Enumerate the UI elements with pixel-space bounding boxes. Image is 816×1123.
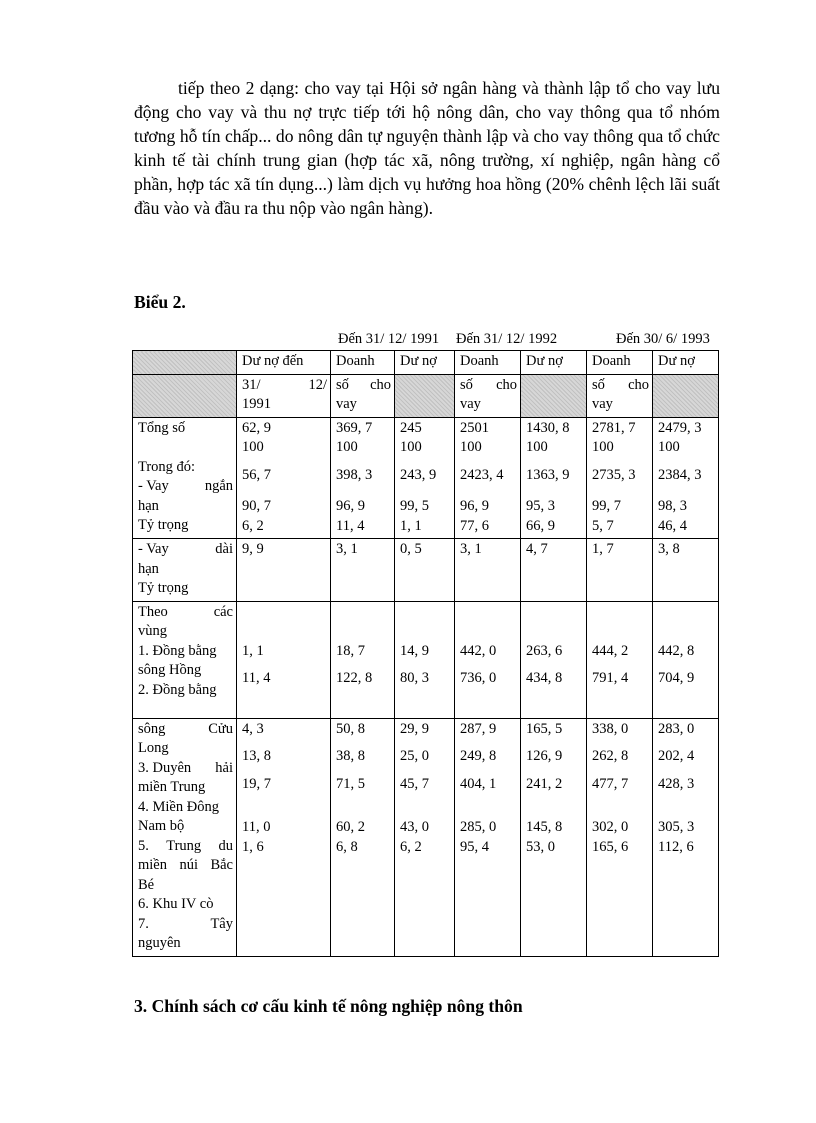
cell-tong-so: 369, 7 100 398, 3 96, 9 11, 4 [331,417,395,539]
cell-vung-2: 29, 9 25, 0 45, 7 43, 0 6, 2 [395,718,455,956]
cell-vung-2: 4, 3 13, 8 19, 7 11, 0 1, 6 [237,718,331,956]
cell-tong-so: 1430, 8 100 1363, 9 95, 3 66, 9 [521,417,587,539]
cell-dai-han: 3, 8 [653,539,719,602]
cell-tong-so: 62, 9 100 56, 7 90, 7 6, 2 [237,417,331,539]
table-row-vung-2 [133,718,719,956]
subheader-shaded-b [521,374,587,417]
cell-vung-2: 50, 8 38, 8 71, 5 60, 2 6, 8 [331,718,395,956]
label-vung-2: sông Cửu Long 3. Duyên hải miền Trung 4. Miền Đông Nam bộ 5. Trung du miền núi Bắc Bé 6. Khu IV cò 7. Tây nguyên [133,718,237,956]
label-dai-han: - Vay dài hạn Tỷ trọng [133,539,237,602]
cell-dai-han: 9, 9 [237,539,331,602]
cell-dai-han: 1, 7 [587,539,653,602]
cell-vung-2: 287, 9 249, 8 404, 1 285, 0 95, 4 [455,718,521,956]
subheader-so-cho-vay-a: số cho vay [331,374,395,417]
table-row-dai-han [133,539,719,602]
header-doanh-so-1992: Doanh [331,351,395,375]
period-1991: Đến 31/ 12/ 1991 [338,331,440,347]
cell-vung-1: 442, 8 704, 9 [653,601,719,718]
table-row-vung-1 [133,601,719,718]
header-du-no-1993: Dư nợ [653,351,719,375]
cell-dai-han: 3, 1 [331,539,395,602]
header-doanh-so-1993: Doanh [587,351,653,375]
cell-vung-1: 14, 9 80, 3 [395,601,455,718]
subheader-shaded-c [653,374,719,417]
label-tong-so: Tổng số Trong đó: - Vay ngắn hạn Tỷ trọng [133,417,237,539]
period-headers [134,331,718,349]
cell-vung-2: 338, 0 262, 8 477, 7 302, 0 165, 6 [587,718,653,956]
period-1993: Đến 30/ 6/ 1993 [616,331,710,347]
table-header-row [133,351,719,375]
cell-vung-2: 283, 0 202, 4 428, 3 305, 3 112, 6 [653,718,719,956]
subheader-blank-cell [133,374,237,417]
cell-tong-so: 2781, 7 100 2735, 3 99, 7 5, 7 [587,417,653,539]
cell-vung-1: 18, 7 122, 8 [331,601,395,718]
paragraph-text: tiếp theo 2 dạng: cho vay tại Hội sở ngân hàng và thành lập tổ cho vay lưu động cho vay và thu nợ trực tiếp tới hộ nông dân, cho vay thông qua tổ nhóm tương hỗ tín chấp... do nông dân tự nguyện thành lập và cho vay thông qua tổ chức kinh tế tài chính trung gian (hợp tác xã, nông trường, xí nghiệp, ngân hàng cổ phần, hợp tác xã tín dụng...) làm dịch vụ hưởng hoa hồng (20% chênh lệch lãi suất đầu vào và đầu ra thu nộp vào ngân hàng). [134,78,720,218]
cell-dai-han: 0, 5 [395,539,455,602]
header-du-no-1991: Dư nợ đến [237,351,331,375]
header-du-no-1992: Dư nợ [395,351,455,375]
intro-paragraph [134,76,720,220]
header-doanh-so-1992b: Doanh [455,351,521,375]
subheader-shaded-a [395,374,455,417]
cell-vung-1: 263, 6 434, 8 [521,601,587,718]
loan-table [132,350,719,957]
cell-vung-2: 165, 5 126, 9 241, 2 145, 8 53, 0 [521,718,587,956]
header-du-no-1992b: Dư nợ [521,351,587,375]
table-subheader-row [133,374,719,417]
cell-tong-so: 2501 100 2423, 4 96, 9 77, 6 [455,417,521,539]
cell-vung-1: 1, 1 11, 4 [237,601,331,718]
table-title: Biểu 2. [134,292,186,312]
period-1992: Đến 31/ 12/ 1992 [456,331,558,347]
header-blank-cell [133,351,237,375]
cell-vung-1: 442, 0 736, 0 [455,601,521,718]
subheader-so-cho-vay-b: số cho vay [455,374,521,417]
cell-tong-so: 2479, 3 100 2384, 3 98, 3 46, 4 [653,417,719,539]
section-3-heading: 3. Chính sách cơ cấu kinh tế nông nghiệp nông thôn [134,996,523,1016]
subheader-so-cho-vay-c: số cho vay [587,374,653,417]
cell-tong-so: 245 100 243, 9 99, 5 1, 1 [395,417,455,539]
subheader-date-1991: 31/ 12/ 1991 [237,374,331,417]
label-vung-1: Theo các vùng 1. Đồng bằng sông Hồng 2. Đồng bằng [133,601,237,718]
cell-dai-han: 3, 1 [455,539,521,602]
table-row-tong-so [133,417,719,539]
cell-dai-han: 4, 7 [521,539,587,602]
cell-vung-1: 444, 2 791, 4 [587,601,653,718]
